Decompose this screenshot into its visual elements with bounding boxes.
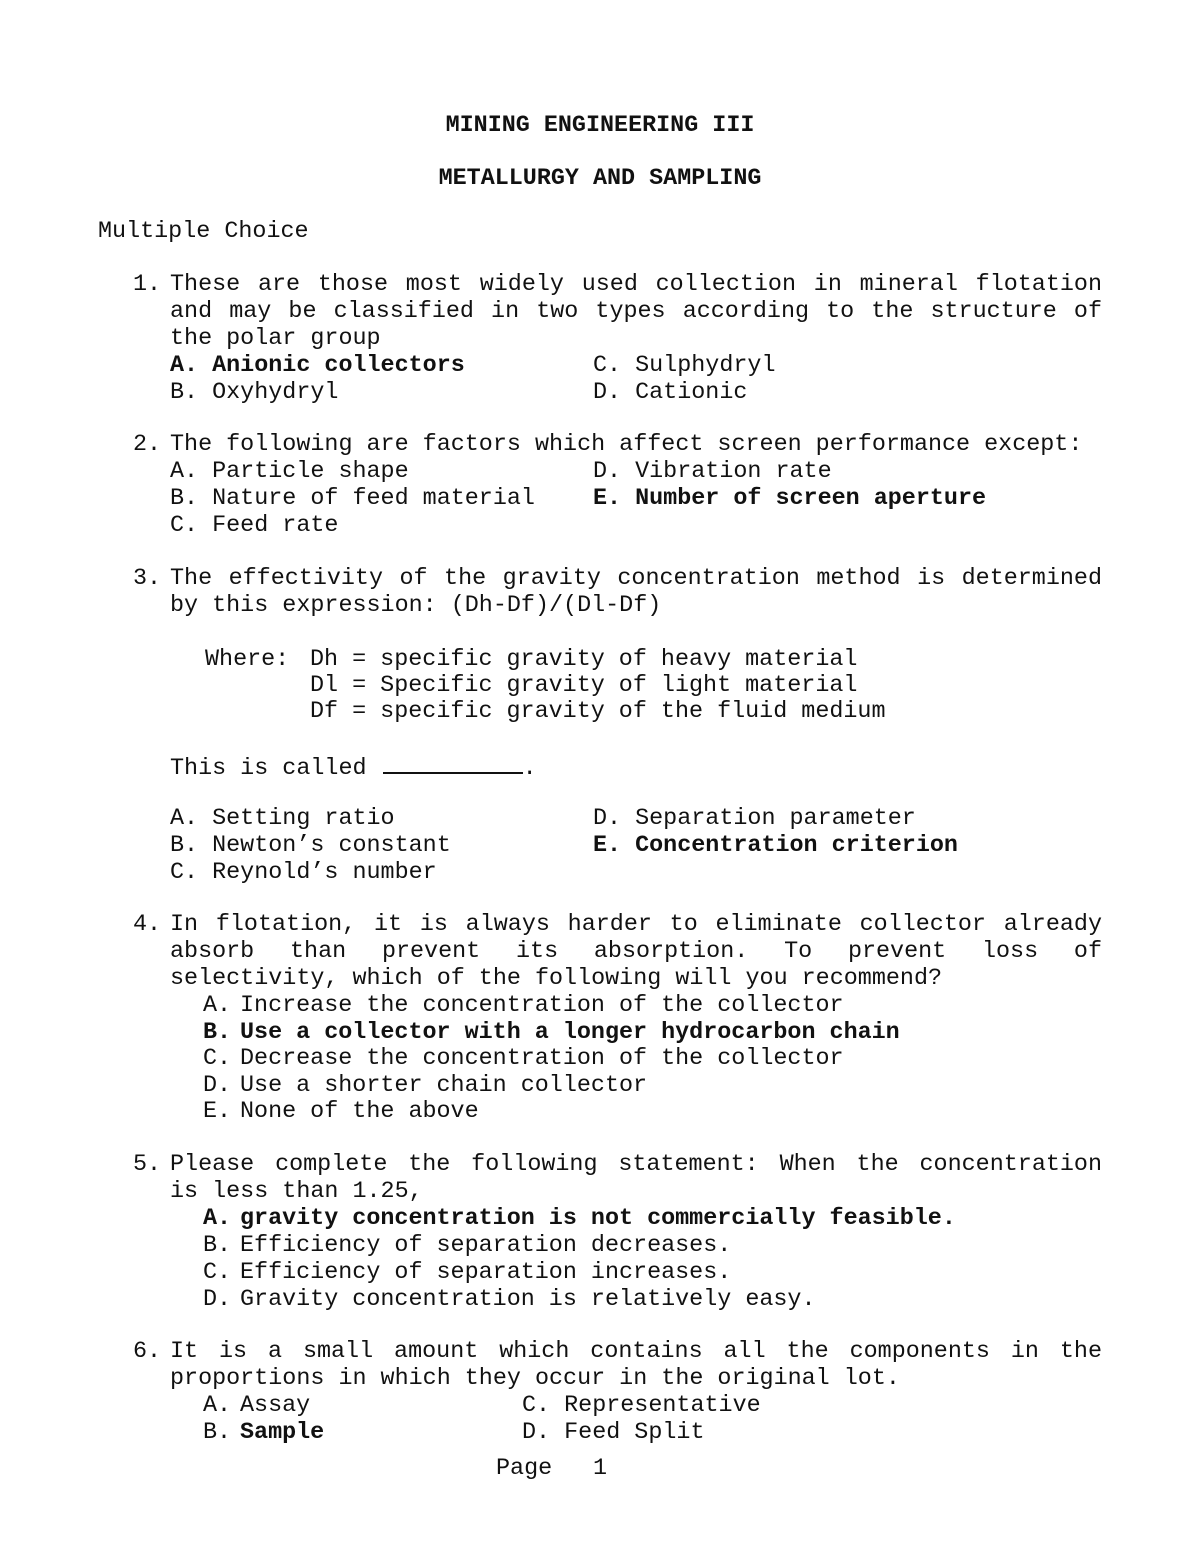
question-4-option-c: Decrease the concentration of the collector	[240, 1046, 844, 1072]
question-5-line-2: is less than 1.25,	[170, 1179, 423, 1205]
question-4-option-a-letter: A.	[203, 993, 232, 1019]
question-3-option-d: D. Separation parameter	[593, 806, 916, 832]
question-3-where-line-3: Df = specific gravity of the fluid medium	[310, 699, 886, 725]
question-3-option-a: A. Setting ratio	[170, 806, 395, 832]
question-3-called-line	[170, 752, 537, 783]
page-label: Page	[496, 1456, 553, 1482]
question-6-option-b: Sample	[240, 1420, 325, 1446]
question-5-option-c-letter: C.	[203, 1260, 232, 1286]
question-1-line-2: and may be classified in two types according to the structure of	[170, 299, 1102, 325]
question-4-line-1: In flotation, it is always harder to eliminate collector already	[170, 912, 1102, 938]
question-1-line-3: the polar group	[170, 326, 381, 352]
question-5-option-b: Efficiency of separation decreases.	[240, 1233, 732, 1259]
question-1-number: 1.	[133, 272, 162, 298]
question-3-where-label: Where:	[205, 647, 290, 673]
question-2-option-a: A. Particle shape	[170, 459, 409, 485]
question-4-option-e: None of the above	[240, 1099, 479, 1125]
question-4-option-d-letter: D.	[203, 1073, 232, 1099]
question-5-option-c: Efficiency of separation increases.	[240, 1260, 732, 1286]
question-4-option-b: Use a collector with a longer hydrocarbon chain	[240, 1020, 900, 1046]
question-1-option-a: A. Anionic collectors	[170, 353, 465, 379]
question-3-called-end: .	[522, 756, 537, 782]
question-3-number: 3.	[133, 566, 162, 592]
question-1-option-d: D. Cationic	[593, 380, 748, 406]
question-5-line-1: Please complete the following statement: When the concentration	[170, 1152, 1102, 1178]
question-6-option-a: Assay	[240, 1393, 311, 1419]
question-1-option-b: B. Oxyhydryl	[170, 380, 339, 406]
section-label: Multiple Choice	[98, 219, 309, 245]
question-3-option-e: E. Concentration criterion	[593, 833, 958, 859]
question-2-number: 2.	[133, 432, 162, 458]
question-4-line-3: selectivity, which of the following will you recommend?	[170, 966, 943, 992]
question-6-option-d	[522, 1420, 705, 1447]
question-5-option-d: Gravity concentration is relatively easy.	[240, 1287, 816, 1313]
question-2-option-b: B. Nature of feed material	[170, 486, 535, 512]
question-6-option-b-letter: B.	[203, 1420, 232, 1446]
question-6-option-c	[522, 1393, 761, 1420]
question-5-option-a-letter: A.	[203, 1206, 232, 1232]
question-6-line-2: proportions in which they occur in the original lot.	[170, 1366, 900, 1392]
question-4-line-2: absorb than prevent its absorption. To prevent loss of	[170, 939, 1102, 965]
question-1-line-1: These are those most widely used collection in mineral flotation	[170, 272, 1102, 298]
question-6-option-d-text: Feed Split	[564, 1420, 705, 1446]
question-3-where-line-2: Dl = Specific gravity of light material	[310, 673, 858, 699]
document-title: MINING ENGINEERING III	[445, 113, 755, 139]
page-number: 1	[593, 1456, 608, 1482]
question-4-number: 4.	[133, 912, 162, 938]
question-2-line-1: The following are factors which affect screen performance except:	[170, 432, 1083, 458]
question-5-option-b-letter: B.	[203, 1233, 232, 1259]
question-6-line-1: It is a small amount which contains all the components in the	[170, 1339, 1102, 1365]
question-3-line-1: The effectivity of the gravity concentration method is determined	[170, 566, 1102, 592]
answer-blank	[383, 752, 523, 774]
question-3-called-text: This is called	[170, 756, 367, 782]
question-3-option-b: B. Newton’s constant	[170, 833, 451, 859]
question-1-option-c: C. Sulphydryl	[593, 353, 776, 379]
question-6-number: 6.	[133, 1339, 162, 1365]
question-6-option-c-text: Representative	[564, 1393, 761, 1419]
question-2-option-d: D. Vibration rate	[593, 459, 832, 485]
question-4-option-a: Increase the concentration of the collector	[240, 993, 844, 1019]
question-2-option-c: C. Feed rate	[170, 513, 339, 539]
question-2-option-e: E. Number of screen aperture	[593, 486, 987, 512]
question-4-option-e-letter: E.	[203, 1099, 232, 1125]
question-3-line-2: by this expression: (Dh-Df)/(Dl-Df)	[170, 593, 662, 619]
question-4-option-c-letter: C.	[203, 1046, 232, 1072]
question-6-option-d-letter: D.	[522, 1420, 551, 1446]
question-6-option-c-letter: C.	[522, 1393, 551, 1419]
question-5-number: 5.	[133, 1152, 162, 1178]
question-6-option-a-letter: A.	[203, 1393, 232, 1419]
question-5-option-a: gravity concentration is not commercially feasible.	[240, 1206, 956, 1232]
question-3-where-line-1: Dh = specific gravity of heavy material	[310, 647, 858, 673]
question-5-option-d-letter: D.	[203, 1287, 232, 1313]
question-3-option-c: C. Reynold’s number	[170, 860, 437, 886]
question-4-option-d: Use a shorter chain collector	[240, 1073, 648, 1099]
document-subtitle: METALLURGY AND SAMPLING	[438, 166, 762, 192]
question-4-option-b-letter: B.	[203, 1020, 232, 1046]
